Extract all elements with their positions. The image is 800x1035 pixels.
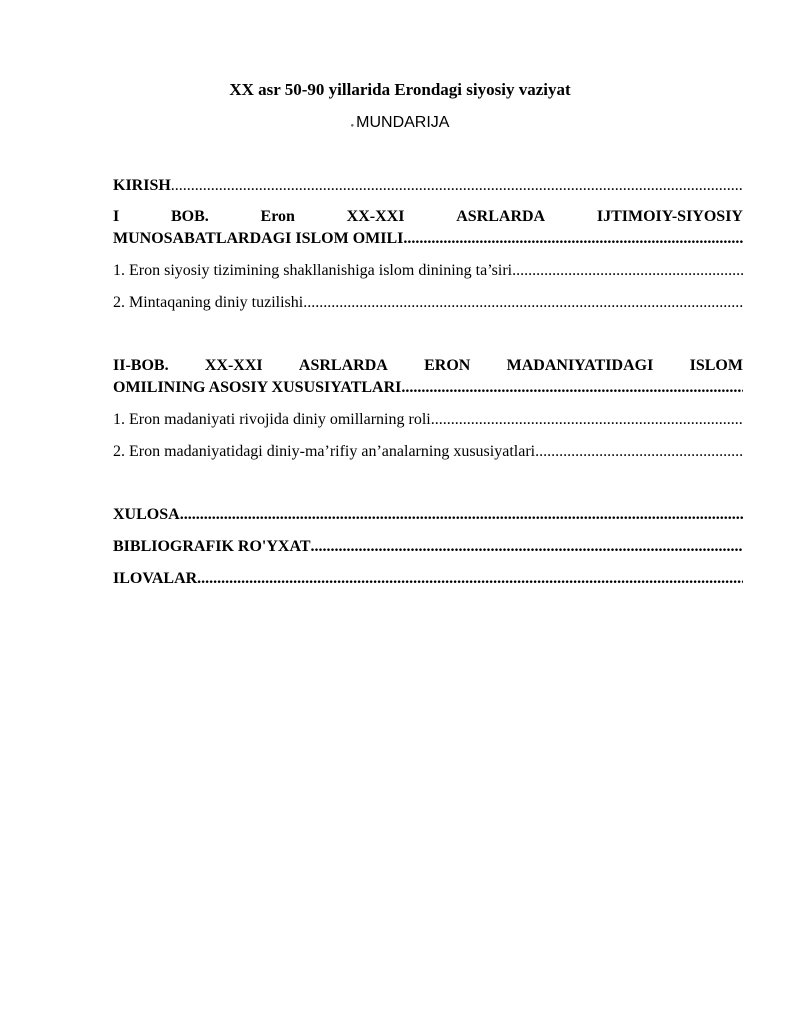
dot-leader xyxy=(431,409,743,431)
dot-leader xyxy=(171,175,743,197)
dot-leader xyxy=(403,228,743,250)
toc-entry-label: KIRISH xyxy=(113,177,171,194)
dot-leader xyxy=(197,568,743,590)
dot-leader xyxy=(303,292,743,314)
toc-entry-ilovalar[interactable] xyxy=(113,568,743,590)
bullet-dot-icon: ● xyxy=(350,123,355,129)
toc-entry-label: 2. Eron madaniyatidagi diniy-ma’rifiy an’analarning xususiyatlari xyxy=(113,443,536,460)
toc-entry-label: XULOSA xyxy=(113,506,180,523)
toc-section-1-2[interactable] xyxy=(113,292,743,314)
toc-section-2-2[interactable] xyxy=(113,441,743,463)
chapter-word: ASRLARDA xyxy=(456,208,546,225)
toc-entry-kirish[interactable] xyxy=(113,175,743,197)
table-of-contents xyxy=(113,175,743,590)
chapter-word: MADANIYATIDAGI xyxy=(506,357,654,374)
toc-entry-label: BIBLIOGRAFIK RO'YXAT xyxy=(113,538,311,555)
chapter-word: ERON xyxy=(424,357,471,374)
toc-chapter-1-line1[interactable] xyxy=(113,206,743,228)
toc-entry-label: OMILINING ASOSIY XUSUSIYATLARI xyxy=(113,379,402,396)
dot-leader xyxy=(180,504,743,526)
toc-entry-label: 1. Eron siyosiy tizimining shakllanishiga islom dinining ta’siri xyxy=(113,262,513,279)
toc-section-2-1[interactable] xyxy=(113,409,743,431)
toc-section-1-1[interactable] xyxy=(113,260,743,282)
toc-entry-bibliografik[interactable] xyxy=(113,536,743,558)
chapter-word: XX-XXI xyxy=(346,208,405,225)
chapter-word: ISLOM xyxy=(689,357,743,374)
dot-leader xyxy=(512,260,743,282)
toc-chapter-2-line1[interactable] xyxy=(113,355,743,377)
toc-heading xyxy=(0,114,800,132)
toc-chapter-1-line2[interactable] xyxy=(113,228,743,250)
dot-leader xyxy=(401,377,743,399)
toc-entry-label: 1. Eron madaniyati rivojida diniy omillarning roli xyxy=(113,411,431,428)
chapter-word: Eron xyxy=(260,208,295,225)
chapter-word: ASRLARDA xyxy=(298,357,388,374)
toc-entry-xulosa[interactable] xyxy=(113,504,743,526)
chapter-word: IJTIMOIY-SIYOSIY xyxy=(596,208,743,225)
chapter-word: XX-XXI xyxy=(204,357,263,374)
toc-entry-label: MUNOSABATLARDAGI ISLOM OMILI xyxy=(113,230,404,247)
document-title: XX asr 50-90 yillarida Erondagi siyosiy vaziyat xyxy=(229,80,571,99)
toc-entry-label: ILOVALAR xyxy=(113,570,198,587)
chapter-word: I xyxy=(113,208,120,225)
toc-heading-text: MUNDARIJA xyxy=(356,114,450,131)
dot-leader xyxy=(311,536,743,558)
dot-leader xyxy=(535,441,743,463)
toc-entry-label: 2. Mintaqaning diniy tuzilishi xyxy=(113,294,304,311)
chapter-word: II-BOB. xyxy=(113,357,169,374)
toc-chapter-2-line2[interactable] xyxy=(113,377,743,399)
chapter-word: BOB. xyxy=(170,208,209,225)
